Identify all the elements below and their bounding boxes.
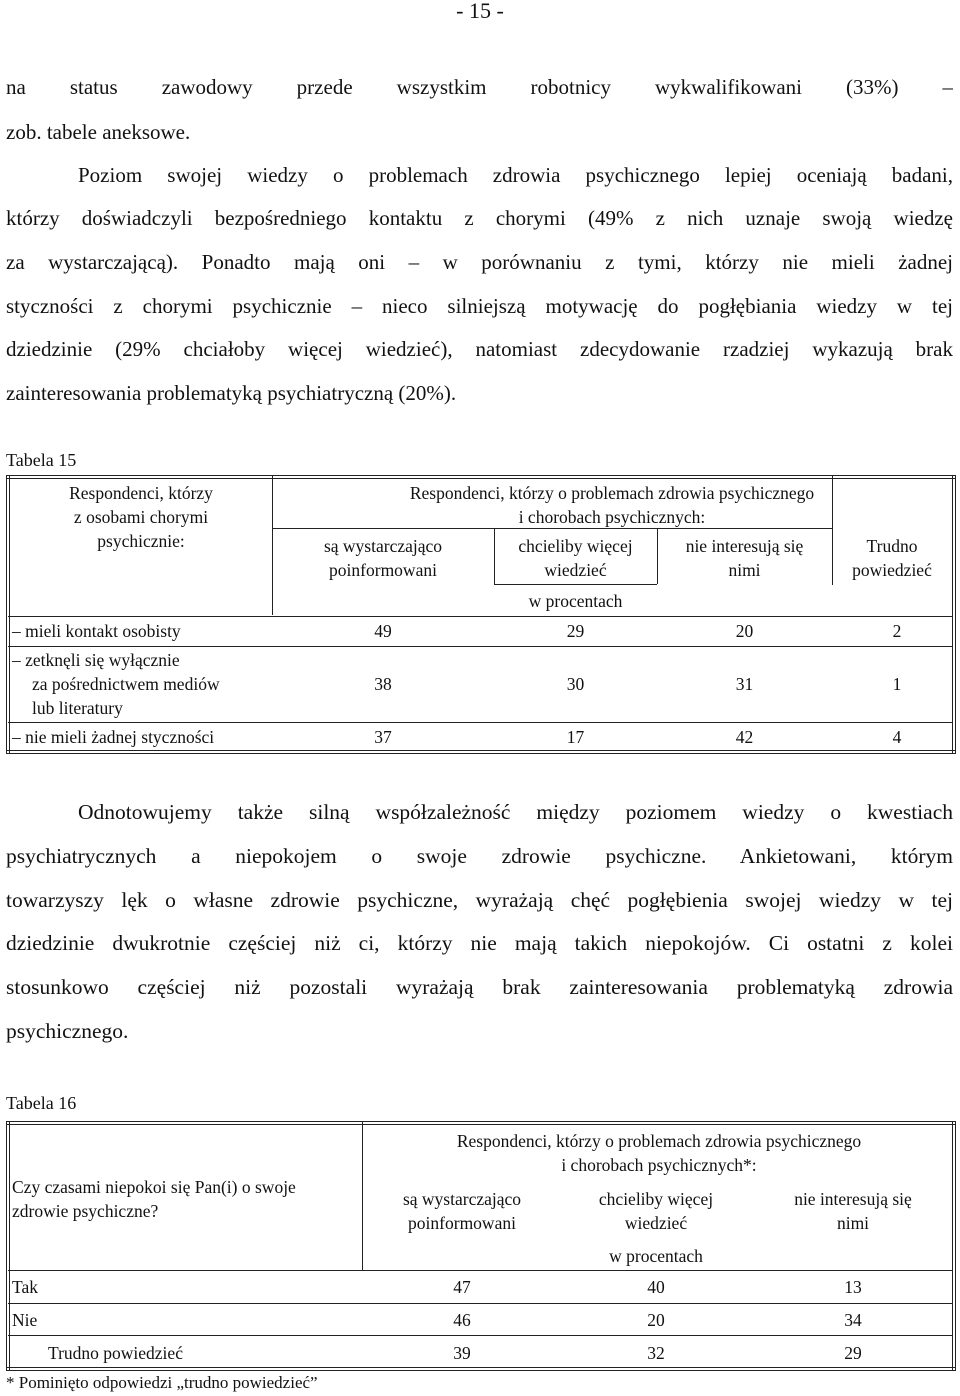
paragraph-line: za wystarczającą). Ponadto mają oni – w porównaniu z tymi, którzy nie mieli żadnej xyxy=(6,250,953,274)
table16-cell: 34 xyxy=(844,1310,862,1330)
table16-row-header: zdrowie psychiczne? xyxy=(12,1201,159,1221)
paragraph-line: towarzyszy lęk o własne zdrowie psychiczne, wyrażają chęć pogłębienia swojej wiedzy w tej xyxy=(6,888,953,912)
table15-row-label: za pośrednictwem mediów xyxy=(32,674,220,694)
table15-column-header: powiedzieć xyxy=(852,560,932,580)
table16-group-header: i chorobach psychicznych*: xyxy=(561,1155,757,1175)
paragraph-line: psychicznego. xyxy=(6,1019,129,1043)
paragraph-line: dziedzinie (29% chciałoby więcej wiedzieć), natomiast zdecydowanie rzadziej wykazują brak xyxy=(6,337,953,361)
table16-cell: 29 xyxy=(844,1343,862,1363)
table15-cell: 17 xyxy=(566,727,585,747)
table15-row-header: psychicznie: xyxy=(97,531,185,551)
table16-footnote: * Pominięto odpowiedzi „trudno powiedzieć” xyxy=(6,1373,318,1392)
table16-row-label: Tak xyxy=(12,1277,38,1297)
table15-column-header: Trudno xyxy=(866,536,918,556)
table15-column-header: chcieliby więcej xyxy=(518,536,633,556)
paragraph-line: którzy doświadczyli bezpośredniego kontaktu z chorymi (49% z nich uznaje swoją wiedzę xyxy=(6,206,953,230)
table16-cell: 32 xyxy=(647,1343,665,1363)
paragraph-line: Poziom swojej wiedzy o problemach zdrowia psychicznego lepiej oceniają badani, xyxy=(78,163,953,187)
table15-cell: 42 xyxy=(735,727,754,747)
paragraph-line: na status zawodowy przede wszystkim robotnicy wykwalifikowani (33%) – xyxy=(6,75,953,99)
table15-cell: 30 xyxy=(566,674,585,694)
table16-cell: 47 xyxy=(453,1277,471,1297)
table15-cell: 20 xyxy=(735,621,754,641)
table16-caption: Tabela 16 xyxy=(6,1093,77,1113)
paragraph-line: psychiatrycznych a niepokojem o swoje zdrowie psychiczne. Ankietowani, którym xyxy=(6,844,953,868)
table15-cell: 38 xyxy=(374,674,392,694)
table16-column-header: są wystarczająco xyxy=(402,1189,522,1209)
table15-caption: Tabela 15 xyxy=(6,450,77,470)
table15-row-header: Respondenci, którzy xyxy=(69,483,213,503)
table15-column-header: wiedzieć xyxy=(544,560,607,580)
table16-column-header: chcieliby więcej xyxy=(598,1189,714,1209)
table16-group-header: Respondenci, którzy o problemach zdrowia psychicznego xyxy=(456,1131,862,1151)
table15-row-header: z osobami chorymi xyxy=(73,507,209,527)
table16-row-header: Czy czasami niepokoi się Pan(i) o swoje xyxy=(12,1177,296,1197)
paragraph-line: Odnotowujemy także silną współzależność między poziomem wiedzy o kwestiach xyxy=(78,800,953,824)
table15-row-label: – nie mieli żadnej styczności xyxy=(12,727,215,747)
table15-row-label: – zetknęli się wyłącznie xyxy=(12,650,180,670)
table16-row-label: Trudno powiedzieć xyxy=(48,1343,183,1363)
table15-group-header: i chorobach psychicznych: xyxy=(518,507,706,527)
table15-unit: w procentach xyxy=(528,591,623,611)
paragraph-line: styczności z chorymi psychicznie – nieco silniejszą motywację do pogłębiania wiedzy w tej xyxy=(6,294,953,318)
table16-cell: 20 xyxy=(647,1310,665,1330)
paragraph-line: dziedzinie dwukrotnie częściej niż ci, którzy nie mają takich niepokojów. Ci ostatni z kolei xyxy=(6,931,953,955)
table15-cell: 31 xyxy=(735,674,754,694)
table15-column-header: nie interesują się xyxy=(685,536,804,556)
table16-cell: 40 xyxy=(647,1277,665,1297)
table15-column-header: nimi xyxy=(728,560,761,580)
table15-cell: 4 xyxy=(892,727,902,747)
table15-row-label: lub literatury xyxy=(32,698,123,718)
table16-column-header: nie interesują się xyxy=(794,1189,912,1209)
table15-column-header: poinformowani xyxy=(329,560,437,580)
table16-column-header: wiedzieć xyxy=(624,1213,688,1233)
table15-column-header: są wystarczająco xyxy=(323,536,443,556)
table16-cell: 46 xyxy=(453,1310,471,1330)
table15-cell: 1 xyxy=(892,674,902,694)
table15-cell: 49 xyxy=(374,621,392,641)
paragraph-line: stosunkowo częściej niż pozostali wyrażają brak zainteresowania problematyką zdrowia xyxy=(6,975,953,999)
table16-column-header: nimi xyxy=(836,1213,870,1233)
paragraph-line: zainteresowania problematyką psychiatryczną (20%). xyxy=(6,381,457,405)
table15-cell: 29 xyxy=(566,621,585,641)
table16-unit: w procentach xyxy=(609,1246,703,1266)
page-number: - 15 - xyxy=(456,0,504,23)
paragraph-line: zob. tabele aneksowe. xyxy=(6,120,191,144)
table15-cell: 37 xyxy=(374,727,392,747)
table15-row-label: – mieli kontakt osobisty xyxy=(12,621,181,641)
table16-cell: 39 xyxy=(453,1343,471,1363)
table16-column-header: poinformowani xyxy=(408,1213,516,1233)
table15-group-header: Respondenci, którzy o problemach zdrowia psychicznego xyxy=(409,483,815,503)
table16-cell: 13 xyxy=(844,1277,862,1297)
table16-row-label: Nie xyxy=(12,1310,38,1330)
table15-cell: 2 xyxy=(892,621,902,641)
